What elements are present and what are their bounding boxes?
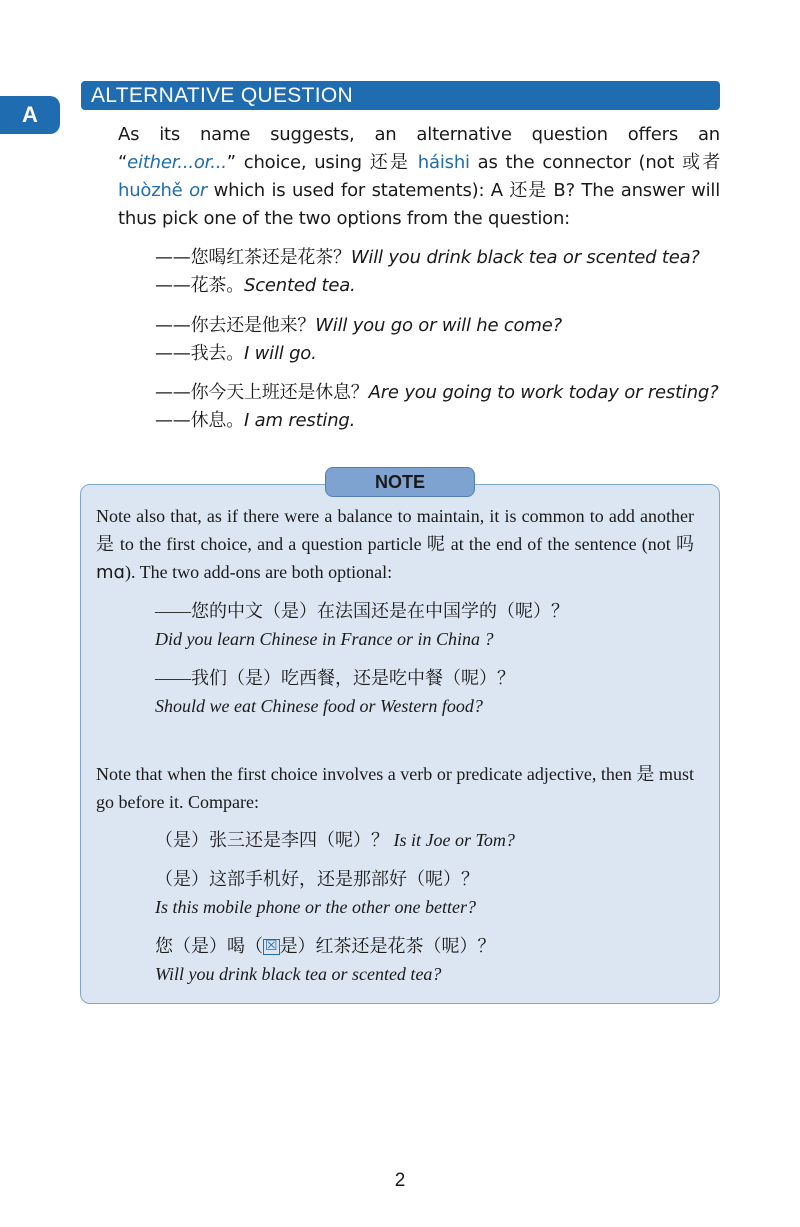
note-example-en: Did you learn Chinese in France or in China ?	[155, 629, 494, 649]
note-example-cn: （是）这部手机好，还是那部好（呢）？	[155, 869, 479, 889]
note-example: （是）张三还是李四（呢）？ Is it Joe or Tom?	[155, 830, 515, 850]
note-example-en: Should we eat Chinese food or Western food?	[155, 696, 483, 716]
huozhe-term: huòzhě	[118, 180, 183, 201]
example-question: ——您喝红茶还是花茶？Will you drink black tea or scented tea?	[155, 247, 700, 268]
note-paragraph-2: Note that when the first choice involves a verb or predicate adjective, then 是 must go before it. Compare:	[96, 764, 694, 812]
or-term: or	[189, 180, 208, 201]
note-paragraph-1: Note also that, as if there were a balance to maintain, it is common to add another 是 to the first choice, and a question particle 呢 at the end of the sentence (not 吗 mɑ). The two add-ons are both optional:	[96, 506, 694, 583]
crossed-box-icon: ☒	[265, 939, 278, 954]
note-example-en: Is this mobile phone or the other one better?	[155, 897, 476, 917]
note-label: NOTE	[325, 467, 475, 497]
either-or-term: either...or...	[127, 152, 227, 173]
section-tab: A	[0, 96, 60, 134]
note-example-cn: 您（是）喝（ ☒ 是）红茶还是花茶（呢）？	[155, 936, 496, 956]
example-question: ——你去还是他来？Will you go or will he come?	[155, 315, 562, 336]
ma-pinyin: mɑ	[96, 562, 125, 583]
example-answer: ——我去。I will go.	[155, 343, 317, 364]
example-question: ——你今天上班还是休息？Are you going to work today or resting?	[155, 382, 719, 403]
note-example-cn: ——您的中文（是）在法国还是在中国学的（呢）？	[155, 601, 569, 621]
section-title: ALTERNATIVE QUESTION	[81, 81, 720, 110]
page-number: 2	[394, 1170, 406, 1191]
note-example-en: Will you drink black tea or scented tea?	[155, 964, 442, 984]
note-example-cn: ——我们（是）吃西餐，还是吃中餐（呢）？	[155, 668, 515, 688]
example-answer: ——花茶。Scented tea.	[155, 275, 356, 296]
haishi-term: háishi	[417, 152, 470, 173]
example-answer: ——休息。I am resting.	[155, 410, 356, 431]
intro-paragraph: As its name suggests, an alternative question offers an “either...or...” choice, using 还是 háishi as the connector (not 或者 huòzhě or which is used for statements): A 还是 B? The answer will thus pick one of the two options from the question:	[118, 124, 720, 229]
